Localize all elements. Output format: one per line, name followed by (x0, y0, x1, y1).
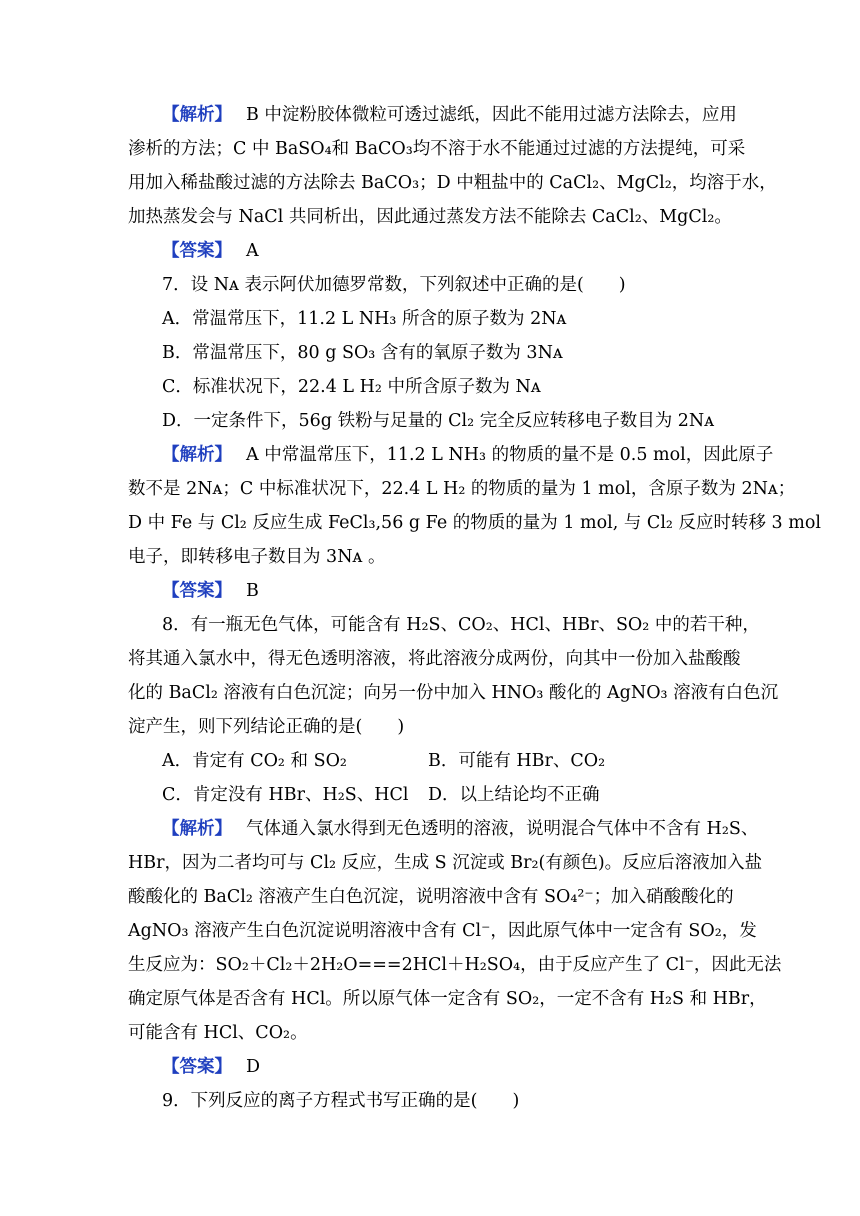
answer-line (162, 238, 259, 264)
q8-option-d: D．以上结论均不正确 (428, 785, 600, 805)
analysis-line: HBr，因为二者均可与 Cl₂ 反应，生成 S 沉淀或 Br₂(有颜色)。反应后溶液加入盐 (128, 853, 763, 873)
question-9-stem: 9．下列反应的离子方程式书写正确的是( ) (162, 1091, 520, 1111)
q8-options-row (162, 782, 722, 808)
question-8-stem: 8．有一瓶无色气体，可能含有 H₂S、CO₂、HCl、HBr、SO₂ 中的若干种， (162, 615, 760, 635)
q8-option-a: A．肯定有 CO₂ 和 SO₂ (162, 751, 347, 771)
q7-option-a: A．常温常压下，11.2 L NH₃ 所含的原子数为 2Nᴀ (162, 309, 567, 329)
question-8-stem: 淀产生，则下列结论正确的是( ) (128, 717, 405, 737)
analysis-label: 【解析】 (162, 819, 232, 839)
analysis-label: 【解析】 (162, 105, 232, 125)
analysis-line: 数不是 2Nᴀ；C 中标准状况下，22.4 L H₂ 的物质的量为 1 mol，含原子数为 2Nᴀ； (128, 479, 796, 499)
analysis-line: AgNO₃ 溶液产生白色沉淀说明溶液中含有 Cl⁻，因此原气体中一定含有 SO₂，发 (128, 921, 757, 941)
question-8-stem: 化的 BaCl₂ 溶液有白色沉淀；向另一份中加入 HNO₃ 酸化的 AgNO₃ 溶液有白色沉 (128, 683, 779, 703)
answer-value: A (246, 241, 259, 261)
question-7-stem: 7．设 Nᴀ 表示阿伏加德罗常数，下列叙述中正确的是( ) (162, 275, 626, 295)
answer-label: 【答案】 (162, 241, 232, 261)
analysis-line: 加热蒸发会与 NaCl 共同析出，因此通过蒸发方法不能除去 CaCl₂、MgCl₂。 (128, 207, 732, 227)
analysis-line (162, 816, 758, 842)
answer-value: D (246, 1057, 261, 1077)
analysis-line: 渗析的方法；C 中 BaSO₄和 BaCO₃均不溶于水不能通过过滤的方法提纯，可采 (128, 139, 746, 159)
answer-line (162, 1054, 260, 1080)
analysis-line: 确定原气体是否含有 HCl。所以原气体一定含有 SO₂，一定不含有 H₂S 和 HBr， (128, 989, 767, 1009)
q7-option-c: C．标准状况下，22.4 L H₂ 中所含原子数为 Nᴀ (162, 377, 541, 397)
analysis-line: 生反应为：SO₂＋Cl₂＋2H₂O===2HCl＋H₂SO₄，由于反应产生了 Cl⁻，因此无法 (128, 955, 782, 975)
answer-line (162, 578, 259, 604)
analysis-line: 可能含有 HCl、CO₂。 (128, 1023, 308, 1043)
q7-option-d: D．一定条件下，56g 铁粉与足量的 Cl₂ 完全反应转移电子数目为 2Nᴀ (162, 411, 715, 431)
q8-option-b: B．可能有 HBr、CO₂ (428, 751, 606, 771)
analysis-line (162, 102, 737, 128)
answer-label: 【答案】 (162, 581, 232, 601)
question-8-stem: 将其通入氯水中，得无色透明溶液，将此溶液分成两份，向其中一份加入盐酸酸 (128, 649, 741, 669)
analysis-line: 电子，即转移电子数目为 3Nᴀ 。 (128, 547, 386, 567)
q8-options-row (162, 748, 722, 774)
analysis-line: D 中 Fe 与 Cl₂ 反应生成 FeCl₃,56 g Fe 的物质的量为 1 mol, 与 Cl₂ 反应时转移 3 mol (128, 513, 821, 533)
analysis-label: 【解析】 (162, 445, 232, 465)
q8-option-c: C．肯定没有 HBr、H₂S、HCl (162, 785, 409, 805)
analysis-text: B 中淀粉胶体微粒可透过滤纸，因此不能用过滤方法除去，应用 (246, 105, 737, 125)
analysis-text: 气体通入氯水得到无色透明的溶液，说明混合气体中不含有 H₂S、 (246, 819, 759, 839)
answer-value: B (246, 581, 259, 601)
q7-option-b: B．常温常压下，80 g SO₃ 含有的氧原子数为 3Nᴀ (162, 343, 563, 363)
analysis-line: 用加入稀盐酸过滤的方法除去 BaCO₃；D 中粗盐中的 CaCl₂、MgCl₂，均溶于水， (128, 173, 777, 193)
answer-label: 【答案】 (162, 1057, 232, 1077)
analysis-text: A 中常温常压下，11.2 L NH₃ 的物质的量不是 0.5 mol，因此原子 (246, 445, 774, 465)
analysis-line: 酸酸化的 BaCl₂ 溶液产生白色沉淀，说明溶液中含有 SO₄²⁻；加入硝酸酸化的 (128, 887, 734, 907)
analysis-line (162, 442, 773, 468)
